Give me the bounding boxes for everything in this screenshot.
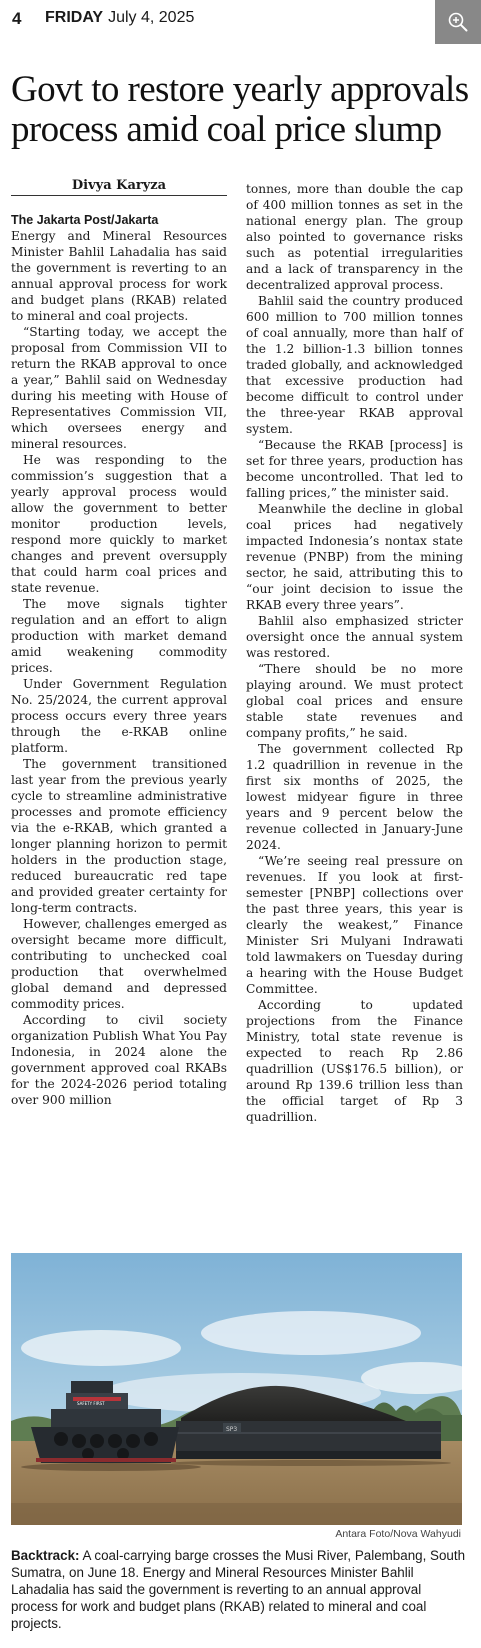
- source-line: The Jakarta Post/Jakarta: [11, 213, 159, 227]
- byline-rule: [11, 177, 227, 196]
- page-number: 4: [12, 9, 22, 28]
- article-paragraph: tonnes, more than double the cap of 400 million tonnes as set in the national energy plan. The group also pointed to governance risks such as potential irregularities and a lack of transparency in the decentralized approval process.: [246, 182, 463, 292]
- dateline-day: FRIDAY: [45, 9, 104, 26]
- article-paragraph: “Because the RKAB [process] is set for three years, production has become uncontrolled. That led to falling prices,” the minister said.: [246, 438, 463, 500]
- article-paragraph: “Starting today, we accept the proposal from Commission VII to return the RKAB approval to once a year,” Bahlil said on Wednesday during his meeting with House of Representatives Commission VII, which oversees energy and mineral resources.: [11, 325, 227, 451]
- barge-label: SP3: [226, 1426, 238, 1433]
- headline-line-2: process amid coal price slump: [11, 109, 442, 150]
- photo-caption: [11, 1547, 469, 1632]
- article-paragraph: “There should be no more playing around. We must protect global coal prices and ensure stable state revenues and company profits,” he said.: [246, 662, 463, 740]
- article-column-left: [11, 177, 227, 1108]
- caption-lead: Backtrack:: [11, 1548, 80, 1563]
- caption-text: A coal-carrying barge crosses the Musi River, Palembang, South Sumatra, on June 18. Energy and Mineral Resources Minister Bahlil Lahadalia has said the government is reverting to an annual approval process for work and budget plans (RKAB) related to mineral and coal projects.: [11, 1548, 466, 1631]
- article-paragraph: Energy and Mineral Resources Minister Bahlil Lahadalia has said the government is reverting to an annual approval process for work and budget plans (RKAB) related to mineral and coal projects.: [11, 229, 227, 323]
- article-paragraph: He was responding to the commission’s suggestion that a yearly approval process would allow the government to better monitor production levels, respond more quickly to market changes and prevent oversupply that could harm coal prices and state revenue.: [11, 453, 227, 595]
- coal-barge-photo: [11, 1253, 462, 1525]
- page-header: [0, 0, 481, 44]
- headline-line-1: Govt to restore yearly approvals: [11, 69, 469, 110]
- article-paragraph: The government transitioned last year from the previous yearly cycle to streamline administrative processes and promote efficiency via the e-RKAB, which granted a longer planning horizon to permit holders in the production stage, reduced bureaucratic red tape and provided greater certainty for long-term contracts.: [11, 757, 227, 915]
- zoom-button[interactable]: [435, 0, 481, 44]
- article-paragraph: Bahlil said the country produced 600 million to 700 million tonnes of coal annually, more than half of the 1.2 billion-1.3 billion tonnes traded globally, and acknowledged that excessive production had become difficult to control under the three-year RKAB approval system.: [246, 294, 463, 436]
- photo-credit: Antara Foto/Nova Wahyudi: [335, 1528, 461, 1540]
- article-paragraph: Under Government Regulation No. 25/2024, the current approval process occurs every three years through the e-RKAB online platform.: [11, 677, 227, 755]
- article-column-right: [246, 181, 463, 1125]
- article-paragraph: “We’re seeing real pressure on revenues. If you look at first-semester [PNBP] collections over the past three years, this year is clearly the weakest,” Finance Minister Sri Mulyani Indrawati told lawmakers on Tuesday during a hearing with the House Budget Committee.: [246, 854, 463, 996]
- zoom-in-icon: [447, 11, 469, 33]
- article-paragraph: However, challenges emerged as oversight became more difficult, contributing to unchecked coal production that overwhelmed global demand and depressed commodity prices.: [11, 917, 227, 1011]
- article-paragraph: According to updated projections from the Finance Ministry, total state revenue is expected to reach Rp 2.86 quadrillion (US$176.5 billion), or around Rp 139.6 trillion less than the official target of Rp 3 quadrillion.: [246, 998, 463, 1124]
- byline: Divya Karyza: [71, 178, 167, 193]
- tug-label: SAFETY FIRST: [77, 1401, 105, 1406]
- article-paragraph: The government collected Rp 1.2 quadrillion in revenue in the first six months of 2025, the lowest midyear figure in three years and 9 percent below the revenue collected in January-June 2024.: [246, 742, 463, 852]
- article-paragraph: Meanwhile the decline in global coal prices had negatively impacted Indonesia’s nontax state revenue (PNBP) from the mining sector, he said, attributing this to “our joint decision to issue the RKAB every three years”.: [246, 502, 463, 612]
- article-paragraph: The move signals tighter regulation and an effort to align production with market demand amid weakening commodity prices.: [11, 597, 227, 675]
- dateline: [45, 9, 194, 27]
- article-paragraph: According to civil society organization Publish What You Pay Indonesia, in 2024 alone the government approved coal RKABs for the 2024-2026 period totaling over 900 million: [11, 1013, 227, 1107]
- headline: [11, 70, 473, 150]
- dateline-date: July 4, 2025: [108, 9, 195, 26]
- article-paragraph: Bahlil also emphasized stricter oversight once the annual system was restored.: [246, 614, 463, 660]
